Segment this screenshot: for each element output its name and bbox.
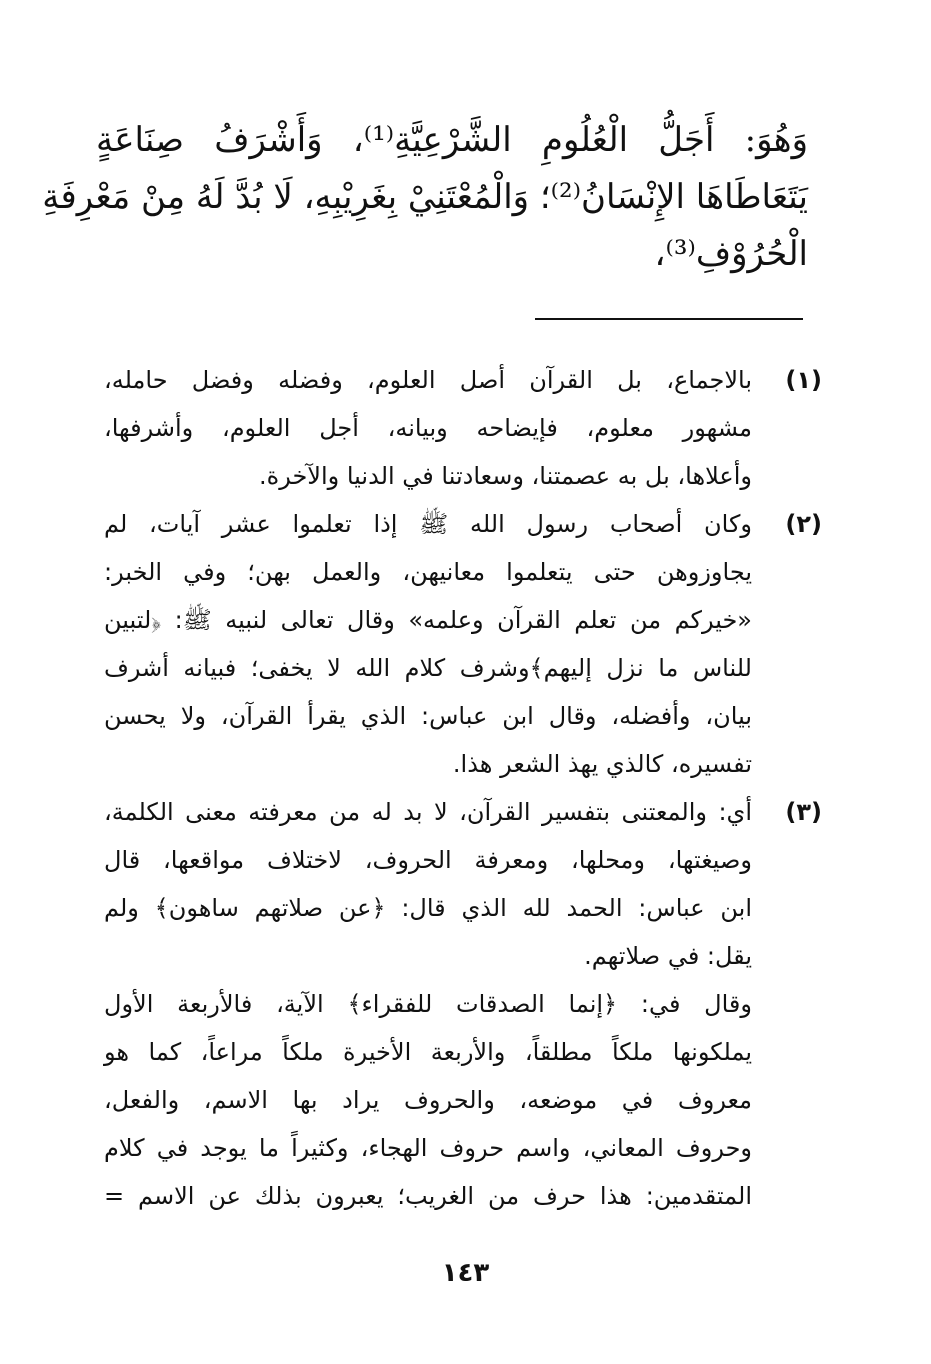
footnote-line: «خيركم من تعلم القرآن وعلمه» وقال تعالى لنبيه ﷺ: ﴿لتبين: [104, 606, 752, 634]
footnote-line: بالاجماع، بل القرآن أصل العلوم، وفضله وفضل حامله،: [104, 366, 752, 394]
footnote-line: بيان، وأفضله، وقال ابن عباس: الذي يقرأ القرآن، ولا يحسن: [104, 702, 752, 730]
footnote-line: وحروف المعاني، واسم حروف الهجاء، وكثيراً ما يوجد في كلام: [104, 1134, 752, 1162]
footnote-line: المتقدمين: هذا حرف من الغريب؛ يعبرون بذلك عن الاسم =: [104, 1182, 752, 1210]
footnote-number: (٢): [785, 510, 822, 538]
footnote-line: وصيغتها، ومحلها، ومعرفة الحروف، لاختلاف مواقعها، قال: [104, 846, 752, 874]
footnotes: [104, 356, 822, 1220]
footnote-line: معروف في موضعه، والحروف يراد بها الاسم، والفعل،: [104, 1086, 752, 1114]
main-verse-text: [42, 112, 808, 283]
footnote-line: يقل: في صلاتهم.: [584, 942, 752, 970]
footnote-number: (٣): [785, 798, 822, 826]
footnote-line: وكان أصحاب رسول الله ﷺ إذا تعلموا عشر آيات، لم: [104, 510, 752, 538]
footnote-3: [104, 788, 822, 1220]
page-number: ١٤٣: [441, 1258, 490, 1288]
footnote-line: تفسيره، كالذي يهذ الشعر هذا.: [452, 750, 752, 778]
footnote-separator: [535, 318, 803, 320]
main-text-line: الْحُرُوْفِ⁽³⁾،: [654, 234, 808, 274]
footnote-2: [104, 500, 822, 788]
footnote-line: ابن عباس: الحمد لله الذي قال: ﴿عن صلاتهم ساهون﴾ ولم: [104, 894, 752, 922]
footnote-number: (١): [785, 366, 822, 394]
footnote-line: وقال في: ﴿إنما الصدقات للفقراء﴾ الآية، فالأربعة الأول: [104, 990, 752, 1018]
footnote-line: مشهور معلوم، فإيضاحه وبيانه، أجل العلوم، وأشرفها،: [104, 414, 752, 442]
main-text-line: وَهُوَ: أَجَلُّ الْعُلُومِ الشَّرْعِيَّةِ⁽¹⁾، وَأَشْرَفُ صِنَاعَةٍ: [96, 120, 808, 160]
footnote-line: وأعلاها، بل به عصمتنا، وسعادتنا في الدنيا والآخرة.: [259, 462, 752, 490]
footnote-line: أي: والمعتنى بتفسير القرآن، لا بد له من معرفته معنى الكلمة،: [104, 798, 752, 826]
footnote-line: يملكونها ملكاً مطلقاً، والأربعة الأخيرة ملكاً مراعاً، كما هو: [104, 1038, 752, 1066]
footnote-1: [104, 356, 822, 500]
footnote-line: يجاوزوهن حتى يتعلموا معانيهن، والعمل بهن؛ وفي الخبر:: [104, 558, 752, 586]
footnote-line: للناس ما نزل إليهم﴾وشرف كلام الله لا يخفى؛ فبيانه أشرف: [104, 654, 752, 682]
main-text-line: يَتَعَاطَاهَا الإِنْسَانُ⁽²⁾؛ وَالْمُعْتَنِيْ بِغَرِيْبِهِ، لَا بُدَّ لَهُ مِنْ مَعْرِفَةِ: [42, 177, 808, 217]
